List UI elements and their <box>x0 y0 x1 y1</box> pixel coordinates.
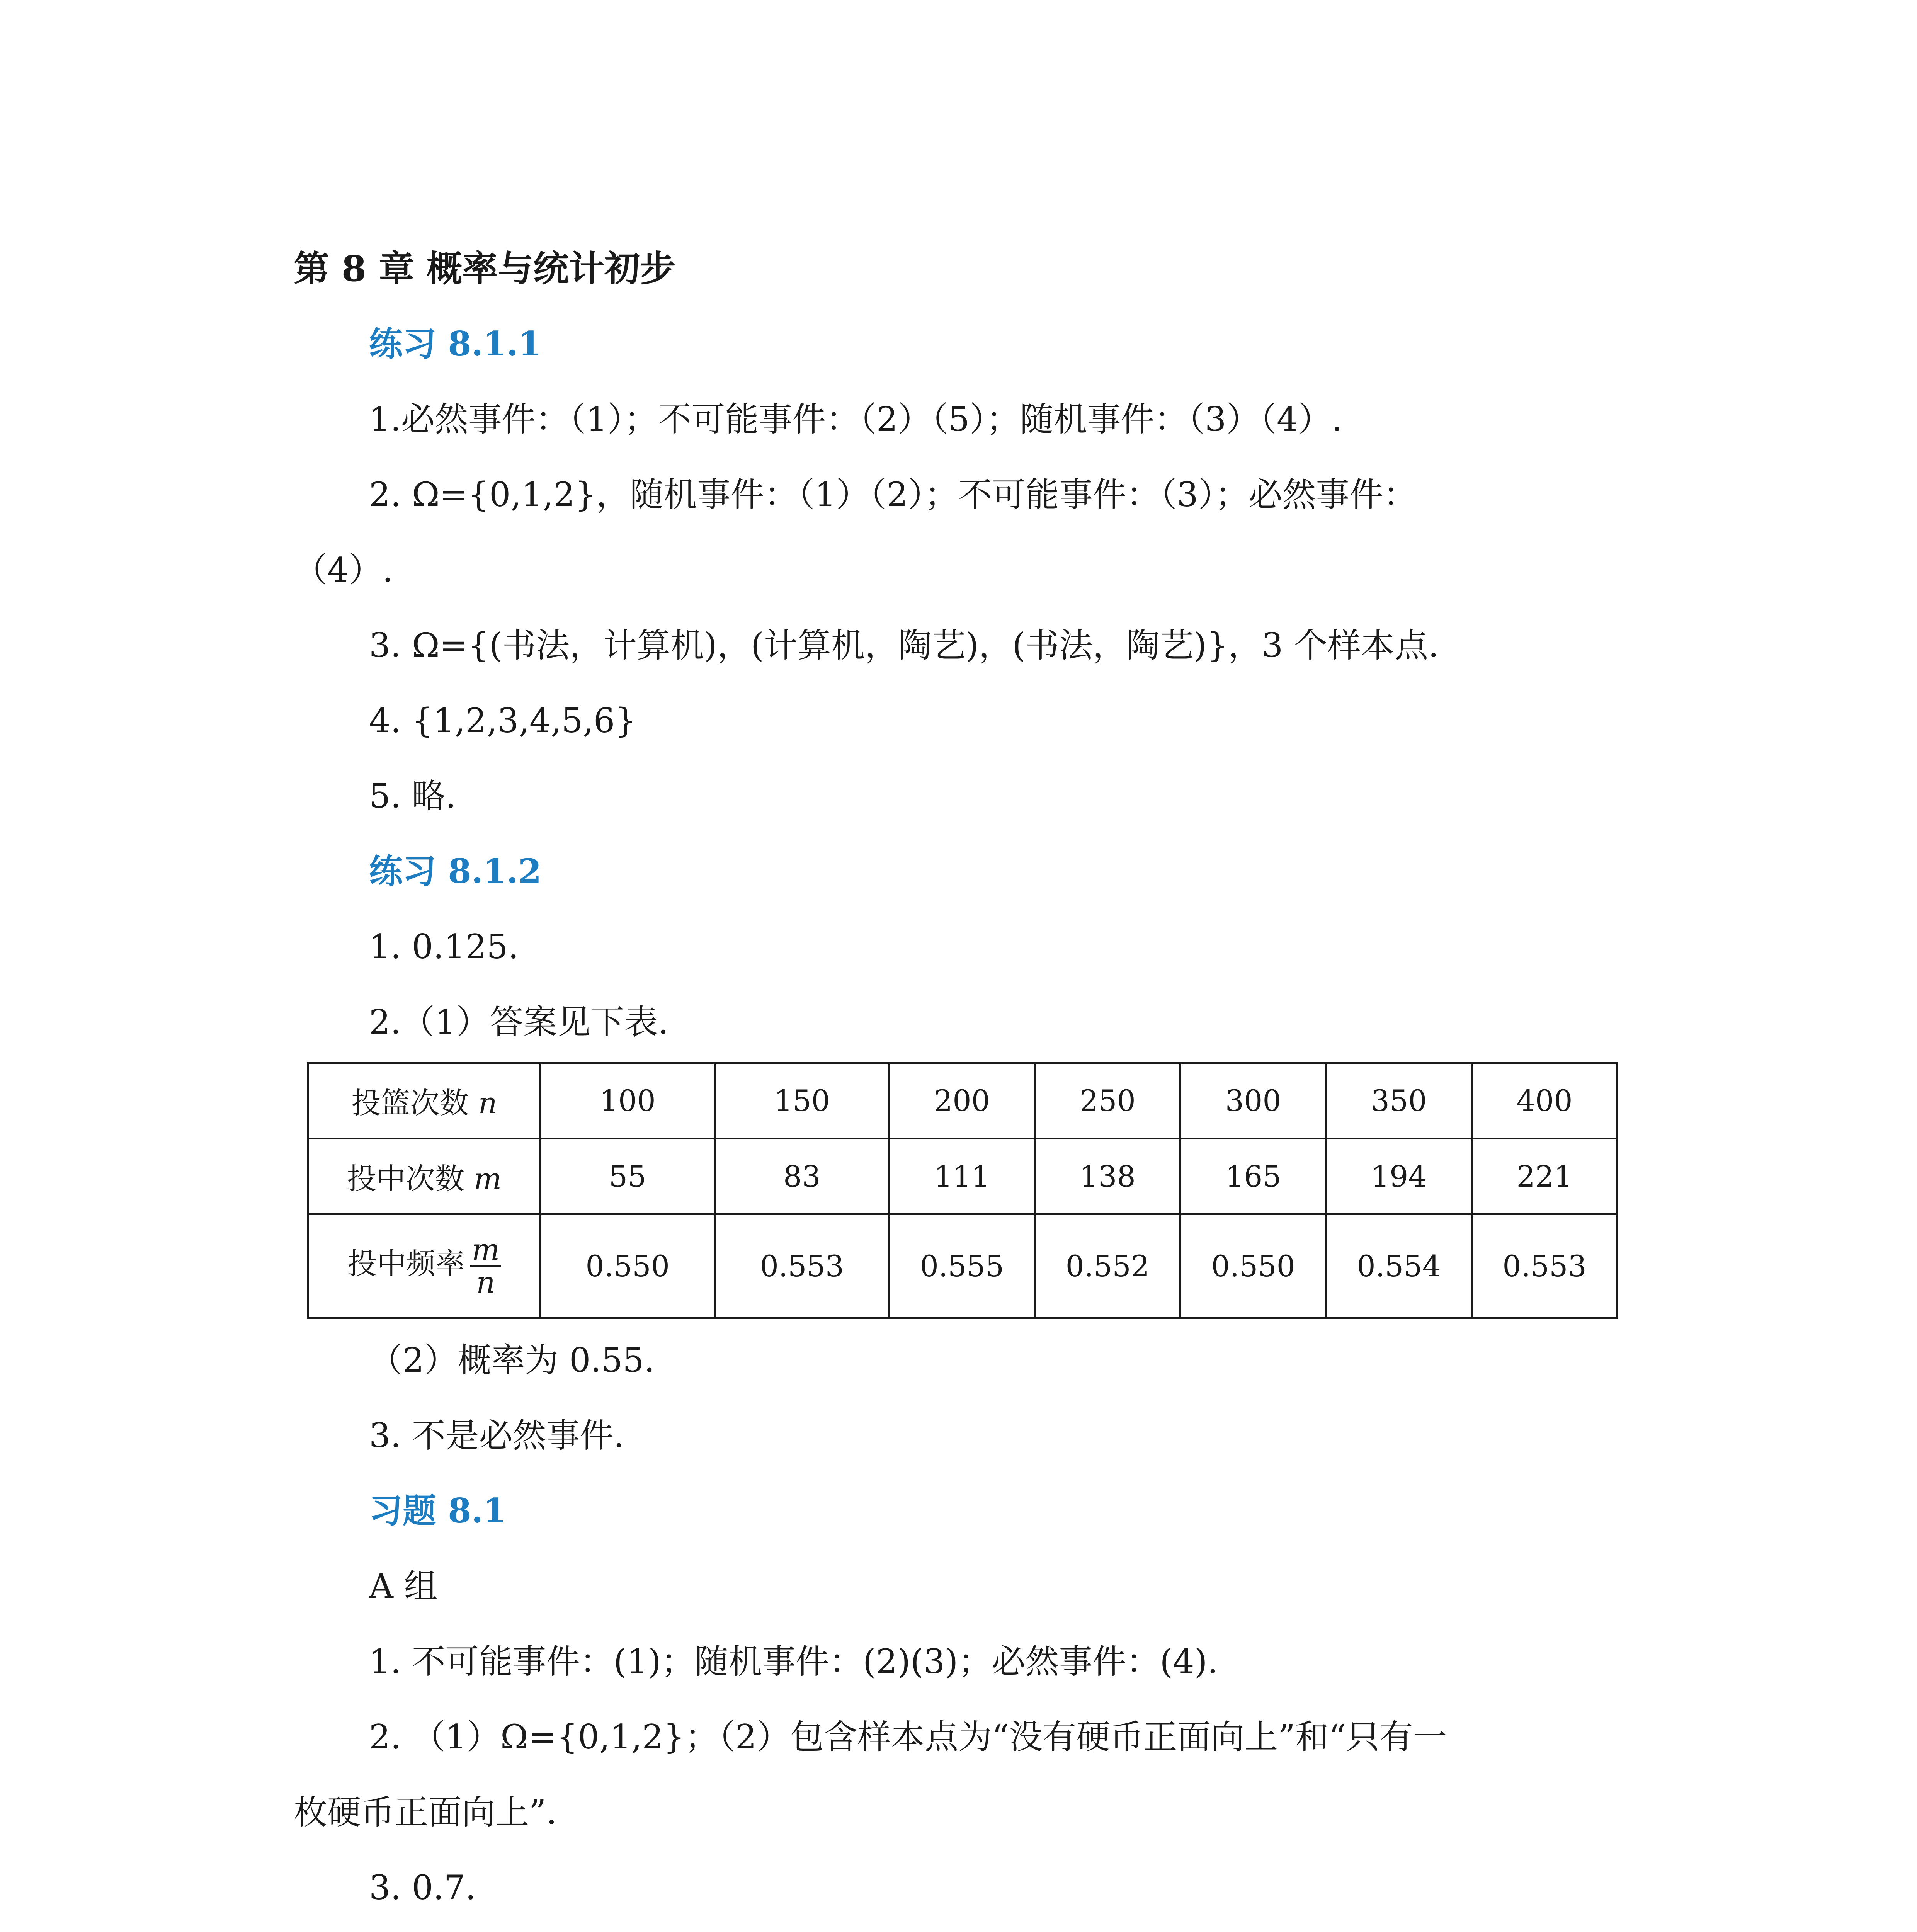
table-cell: 111 <box>889 1139 1035 1214</box>
answer-line: 1. 不可能事件：(1)；随机事件：(2)(3)；必然事件：(4). <box>369 1642 1218 1681</box>
table-cell: 0.550 <box>1180 1214 1326 1318</box>
answer-line: 3. 不是必然事件. <box>369 1416 624 1455</box>
table-cell: 0.552 <box>1035 1214 1180 1318</box>
answer-line: 3. Ω={(书法，计算机)，(计算机，陶艺)，(书法，陶艺)}，3 个样本点. <box>369 626 1439 665</box>
group-label: A 组 <box>369 1566 438 1606</box>
table-cell: 400 <box>1472 1063 1618 1139</box>
answer-line: 2.（1）答案见下表. <box>369 1002 669 1042</box>
table-cell: 100 <box>541 1063 715 1139</box>
basketball-table <box>307 1062 1618 1319</box>
table-cell: 200 <box>889 1063 1035 1139</box>
answer-line: 1.必然事件：（1）；不可能事件：（2）（5）；随机事件：（3）（4）. <box>369 400 1342 439</box>
table-cell: 350 <box>1326 1063 1472 1139</box>
chapter-title: 第 8 章 概率与统计初步 <box>294 248 676 289</box>
section-heading-8-1-1: 练习 8.1.1 <box>369 324 542 364</box>
table-cell: 0.550 <box>541 1214 715 1318</box>
answer-line: 4. {1,2,3,4,5,6} <box>369 701 636 740</box>
answer-line: （4）. <box>294 550 393 590</box>
table-cell: 0.553 <box>1472 1214 1618 1318</box>
table-cell: 221 <box>1472 1139 1618 1214</box>
fraction-m-over-n: $\frac{m}{n}$ <box>470 1234 501 1298</box>
row-label-frequency: 投中频率 $\frac{m}{n}$ <box>308 1214 541 1318</box>
answer-line: 5. 略. <box>369 776 456 816</box>
table-row <box>308 1214 1618 1318</box>
table-cell: 250 <box>1035 1063 1180 1139</box>
answer-line: 1. 0.125. <box>369 927 519 966</box>
table-cell: 55 <box>541 1139 715 1214</box>
table-cell: 138 <box>1035 1139 1180 1214</box>
table-cell: 0.553 <box>715 1214 889 1318</box>
answer-line: 2. （1）Ω={0,1,2}；（2）包含样本点为“没有硬币正面向上”和“只有一 <box>369 1717 1447 1757</box>
section-heading-8-1-2: 练习 8.1.2 <box>369 851 542 891</box>
table-cell: 0.555 <box>889 1214 1035 1318</box>
section-heading-exercise-8-1: 习题 8.1 <box>369 1491 507 1531</box>
table-cell: 300 <box>1180 1063 1326 1139</box>
table-row <box>308 1139 1618 1214</box>
table-cell: 0.554 <box>1326 1214 1472 1318</box>
table-cell: 194 <box>1326 1139 1472 1214</box>
answer-line: 枚硬币正面向上”. <box>294 1793 557 1832</box>
answer-line: 2. Ω={0,1,2}，随机事件：（1）（2）；不可能事件：（3）；必然事件： <box>369 475 1417 514</box>
table-row <box>308 1063 1618 1139</box>
answer-line: （2）概率为 0.55. <box>369 1340 655 1380</box>
row-label-shots: 投篮次数 n <box>308 1063 541 1139</box>
table-cell: 165 <box>1180 1139 1326 1214</box>
answer-line: 3. 0.7. <box>369 1868 476 1907</box>
table-cell: 150 <box>715 1063 889 1139</box>
row-label-hits: 投中次数 m <box>308 1139 541 1214</box>
table-cell: 83 <box>715 1139 889 1214</box>
